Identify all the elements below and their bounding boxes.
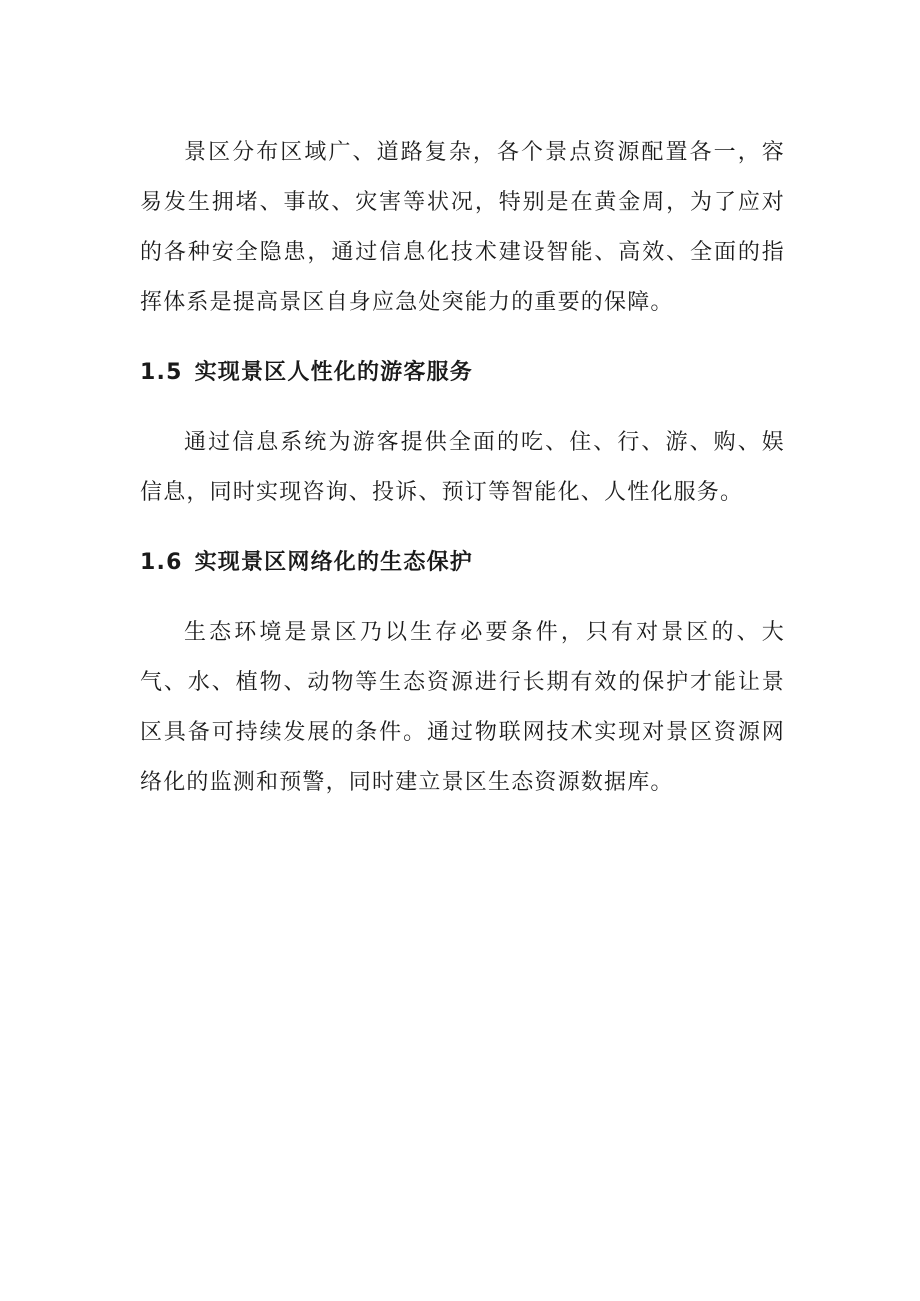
spacer bbox=[140, 328, 785, 348]
spacer bbox=[140, 518, 785, 538]
spacer bbox=[140, 398, 785, 418]
paragraph-visitor-service: 通过信息系统为游客提供全面的吃、住、行、游、购、娱信息，同时实现咨询、投诉、预订等智能化、人性化服务。 bbox=[140, 430, 785, 505]
paragraph-emergency-command: 景区分布区域广、道路复杂，各个景点资源配置各一，容易发生拥堵、事故、灾害等状况，特别是在黄金周，为了应对的各种安全隐患，通过信息化技术建设智能、高效、全面的指挥体系是提高景区自身应急处突能力的重要的保障。 bbox=[140, 140, 785, 315]
section-heading-1-5 bbox=[140, 348, 785, 398]
section-heading-1-6 bbox=[140, 538, 785, 588]
paragraph-ecological-protection: 生态环境是景区乃以生存必要条件，只有对景区的、大气、水、植物、动物等生态资源进行长期有效的保护才能让景区具备可持续发展的条件。通过物联网技术实现对景区资源网络化的监测和预警，同时建立景区生态资源数据库。 bbox=[140, 620, 785, 795]
section-title: 实现景区人性化的游客服务 bbox=[194, 360, 473, 385]
spacer bbox=[140, 588, 785, 608]
section-number: 1.6 bbox=[140, 550, 183, 575]
section-title: 实现景区网络化的生态保护 bbox=[194, 550, 473, 575]
document-body bbox=[140, 128, 785, 808]
section-number: 1.5 bbox=[140, 360, 183, 385]
